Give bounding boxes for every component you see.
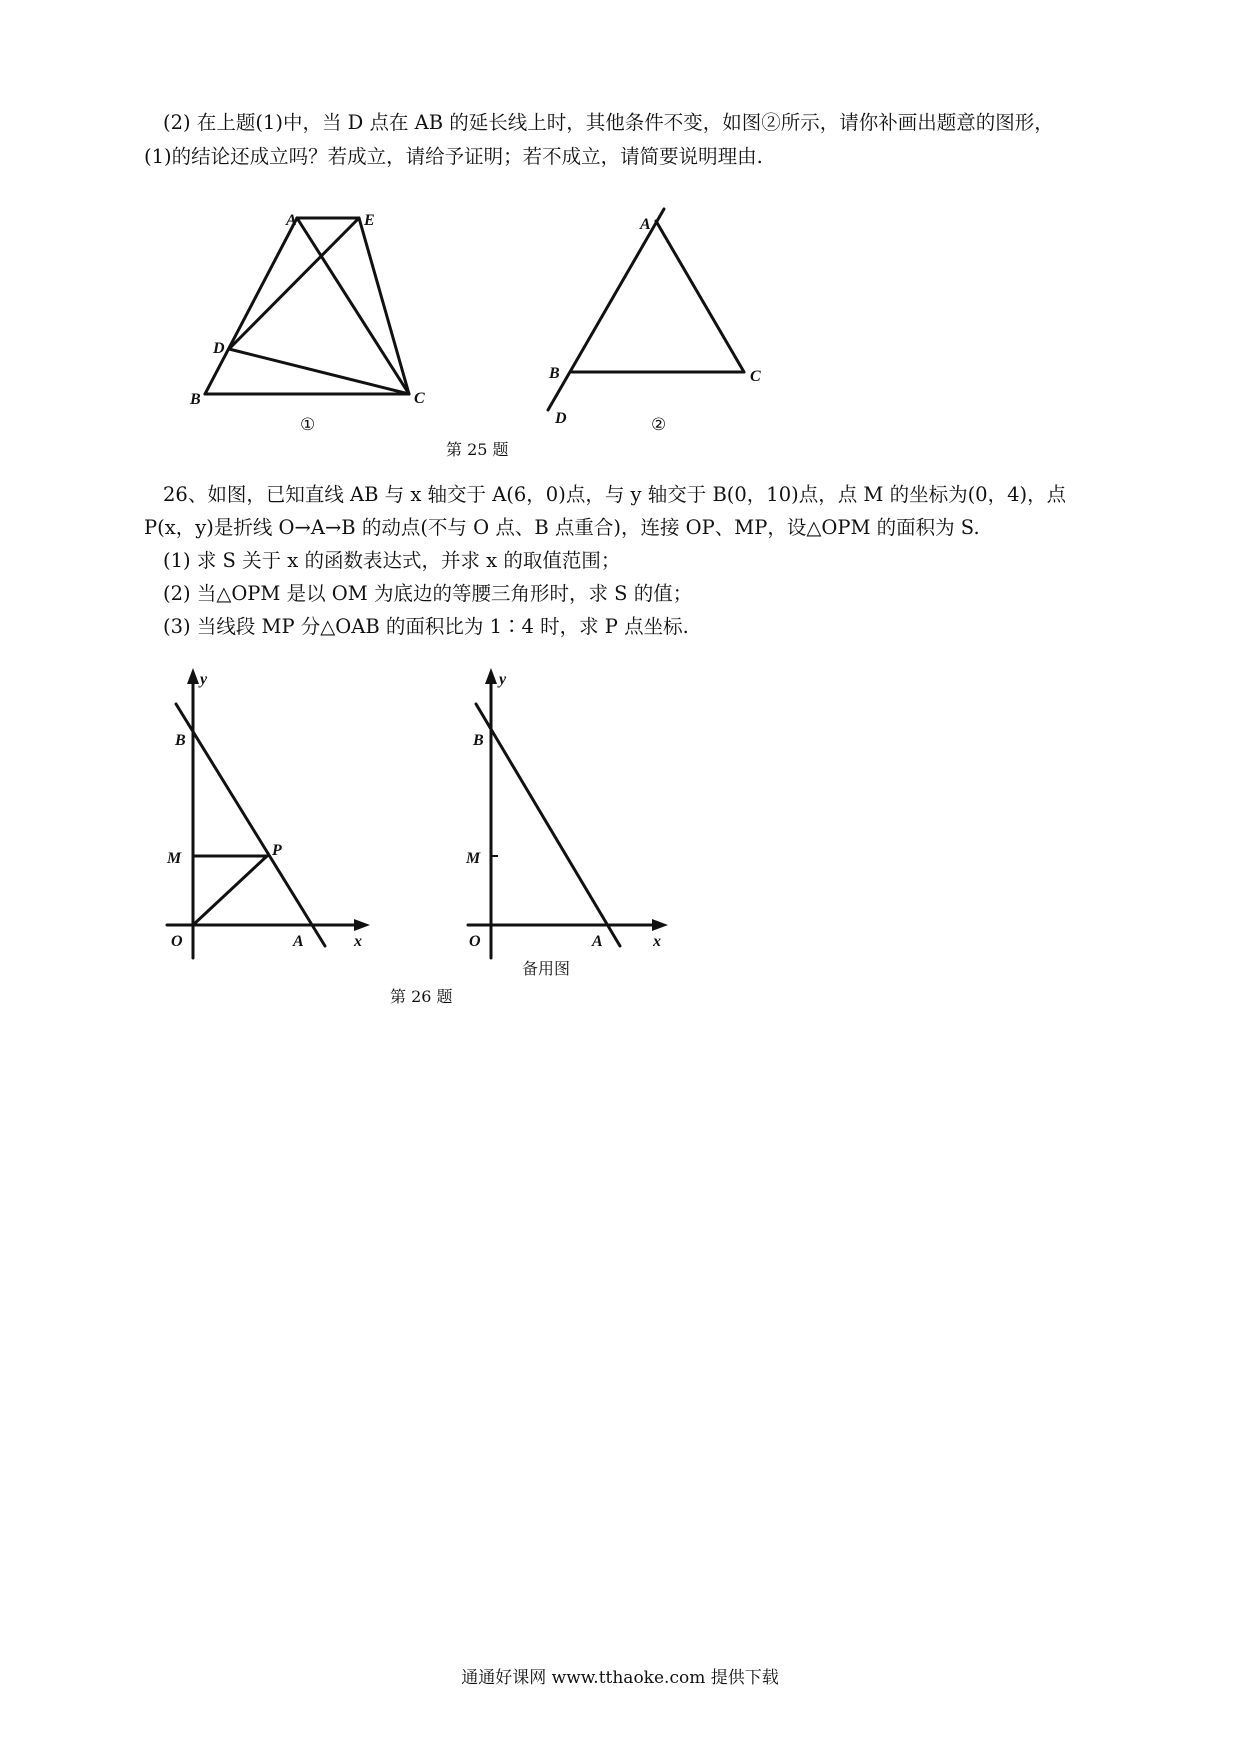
q26-fig2-axes bbox=[468, 668, 668, 958]
q26-fig1-axes bbox=[167, 668, 370, 958]
fig1-number: ① bbox=[300, 415, 316, 434]
q26-caption: 第 26 题 bbox=[390, 987, 453, 1006]
q26-fig1-lines bbox=[176, 704, 325, 946]
segment-DC bbox=[229, 349, 409, 394]
label-C: C bbox=[414, 390, 425, 407]
label-O-3: O bbox=[171, 933, 183, 950]
label-D-2: D bbox=[555, 410, 567, 427]
q25-caption: 第 25 题 bbox=[446, 440, 509, 459]
x-arrow-2 bbox=[652, 919, 668, 931]
label-M-3: M bbox=[167, 850, 182, 867]
label-D: D bbox=[213, 340, 225, 357]
q25-fig2-lines bbox=[548, 209, 744, 410]
q26-sub-1: (1) 求 S 关于 x 的函数表达式，并求 x 的取值范围； bbox=[163, 549, 621, 572]
label-y-1: y bbox=[200, 671, 208, 688]
y-arrow-1 bbox=[187, 668, 199, 684]
label-x-1: x bbox=[354, 933, 362, 950]
label-A-3: A bbox=[293, 933, 304, 950]
q26-text-line2: P(x，y)是折线 O→A→B 的动点(不与 O 点、B 点重合)，连接 OP、MP，设△OPM 的面积为 S. bbox=[144, 516, 980, 539]
q26-sub-2: (2) 当△OPM 是以 OM 为底边的等腰三角形时，求 S 的值； bbox=[163, 582, 693, 605]
q26-sub-3: (3) 当线段 MP 分△OAB 的面积比为 1∶4 时，求 P 点坐标. bbox=[163, 615, 689, 638]
q26-text-line1: 26、如图，已知直线 AB 与 x 轴交于 A(6，0)点，与 y 轴交于 B(0，10)点，点 M 的坐标为(0，4)，点 bbox=[163, 483, 1067, 506]
label-P-3: P bbox=[272, 842, 282, 859]
q26-fig2-lines bbox=[476, 704, 620, 946]
label-y-2: y bbox=[499, 671, 507, 688]
segment-AC bbox=[297, 218, 409, 394]
q25-text-line1: (2) 在上题(1)中，当 D 点在 AB 的延长线上时，其他条件不变，如图②所示，请你补画出题意的图形， bbox=[163, 111, 1054, 134]
page-footer: 通通好课网 www.tthaoke.com 提供下载 bbox=[461, 1668, 779, 1688]
segment-EC bbox=[359, 218, 409, 394]
q25-text-line2: (1)的结论还成立吗？若成立，请给予证明；若不成立，请简要说明理由. bbox=[144, 145, 763, 168]
segment-AC-2 bbox=[656, 221, 744, 372]
q25-fig1-lines bbox=[205, 218, 409, 394]
label-B: B bbox=[190, 391, 201, 408]
line-AB-2 bbox=[476, 704, 620, 946]
segment-OP bbox=[193, 856, 267, 925]
x-arrow-1 bbox=[354, 919, 370, 931]
label-B-4: B bbox=[473, 732, 484, 749]
segment-line-AD bbox=[548, 209, 664, 410]
label-A-4: A bbox=[592, 933, 603, 950]
label-O-4: O bbox=[469, 933, 481, 950]
segment-AB bbox=[205, 218, 297, 394]
fig2-number: ② bbox=[651, 415, 667, 434]
q26-fig2-caption: 备用图 bbox=[522, 959, 571, 978]
label-A-2: A bbox=[640, 216, 651, 233]
label-M-4: M bbox=[466, 850, 481, 867]
label-B-3: B bbox=[175, 732, 186, 749]
label-E: E bbox=[364, 212, 375, 229]
y-arrow-2 bbox=[485, 668, 497, 684]
line-AB-1 bbox=[176, 704, 325, 946]
label-x-2: x bbox=[653, 933, 661, 950]
label-B-2: B bbox=[549, 365, 560, 382]
label-A: A bbox=[286, 212, 297, 229]
label-C-2: C bbox=[750, 368, 761, 385]
